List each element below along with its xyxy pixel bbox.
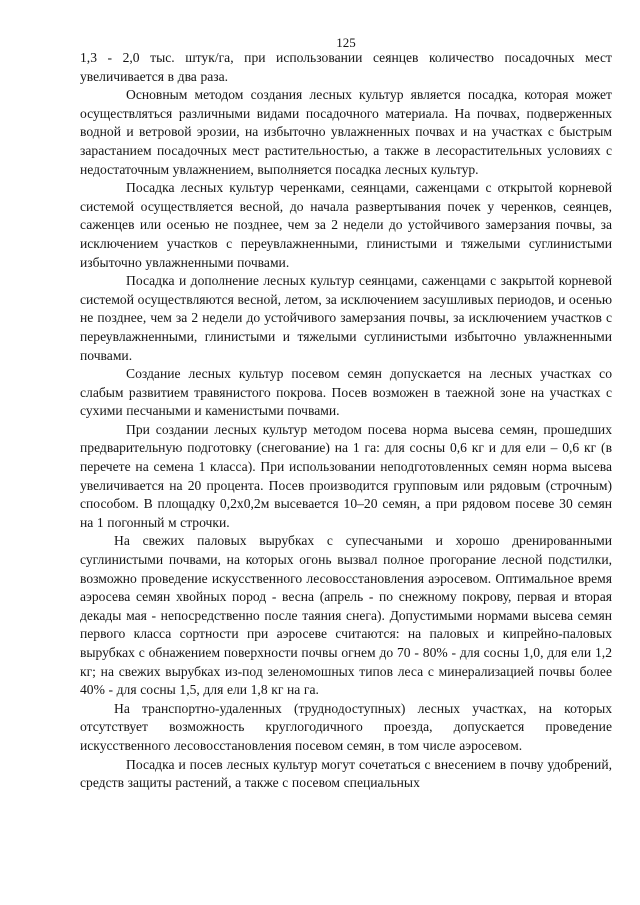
paragraph-continuation: 1,3 - 2,0 тыс. штук/га, при использовании сеянцев количество посадочных мест увеличивается в два раза.	[80, 50, 612, 84]
paragraph-closed-root-planting: Посадка и дополнение лесных культур сеянцами, саженцами с закрытой корневой системой осуществляются весной, летом, за исключением засушливых периодов, и осенью не позднее, чем за 2 недели до устойчивого замерзания почвы, за исключением участков с переувлажненными, глинистыми и тяжелыми суглинистыми избыточно увлажненными почвами.	[80, 273, 612, 363]
paragraph-planting-method: Основным методом создания лесных культур является посадка, которая может осуществляться различными видами посадочного материала. На почвах, подверженных водной и ветровой эрозии, на избыточно увлажненных почвах и на участках с быстрым зарастанием посадочных мест растительностью, а также в лесорастительных условиях с недостаточным увлажнением, выполняется посадка лесных культур.	[80, 87, 612, 177]
page-number: 125	[336, 35, 356, 50]
paragraph-open-root-planting: Посадка лесных культур черенками, сеянцами, саженцами с открытой корневой системой осуществляется весной, до начала развертывания почек у черенков, сеянцев, саженцев или осенью не позднее, чем за 2 недели до устойчивого замерзания почвы, за исключением участков с переувлажненными, глинистыми и тяжелыми суглинистыми избыточно увлажненными почвами.	[80, 180, 612, 270]
paragraph-aerial-seeding: На свежих паловых вырубках с супесчаными и хорошо дренированными суглинистыми почвами, на которых огонь вызвал полное прогорание лесной подстилки, возможно проведение искусственного лесовосстановления аэросевом. Оптимальное время аэросева семян хвойных пород - весна (апрель - по снежному покрову, первая и вторая декады мая - непосредственно после таяния снега). Допустимыми нормами высева семян первого класса сортности при аэросеве считаются: на паловых и кипрейно-паловых вырубках с обнажением поверхности почвы огнем до 70 - 80% - для сосны 1,0, для ели 1,2 кг; на свежих вырубках из-под зеленомошных типов леса с минерализацией почвы более 40% - для сосны 1,5, для ели 1,8 кг на га.	[80, 533, 612, 698]
paragraph-seeding-rate: При создании лесных культур методом посева норма высева семян, прошедших предварительную подготовку (снегование) на 1 га: для сосны 0,6 кг и для ели – 0,6 кг (в перечете на семена 1 класса). При использовании неподготовленных семян норма высева увеличивается на 20 процента. Посев производится групповым или рядовым (строчным) способом. В площадку 0,2х0,2м высевается 10–20 семян, а при рядовом посеве 30 семян на 1 погонный м строчки.	[80, 421, 612, 530]
paragraph-fertilizers: Посадка и посев лесных культур могут сочетаться с внесением в почву удобрений, средств защиты растений, а также с посевом специальных	[80, 756, 612, 791]
paragraph-sowing-conditions: Создание лесных культур посевом семян допускается на лесных участках со слабым развитием травянистого покрова. Посев возможен в таежной зоне на участках с сухими песчаными и каменистыми почвами.	[80, 366, 612, 419]
document-body	[80, 49, 612, 793]
paragraph-remote-areas: На транспортно-удаленных (труднодоступных) лесных участках, на которых отсутствует возможность круглогодичного проезда, допускается проведение искусственного лесовосстановления посевом семян, в том числе аэросевом.	[80, 700, 612, 753]
document-page	[80, 0, 612, 905]
